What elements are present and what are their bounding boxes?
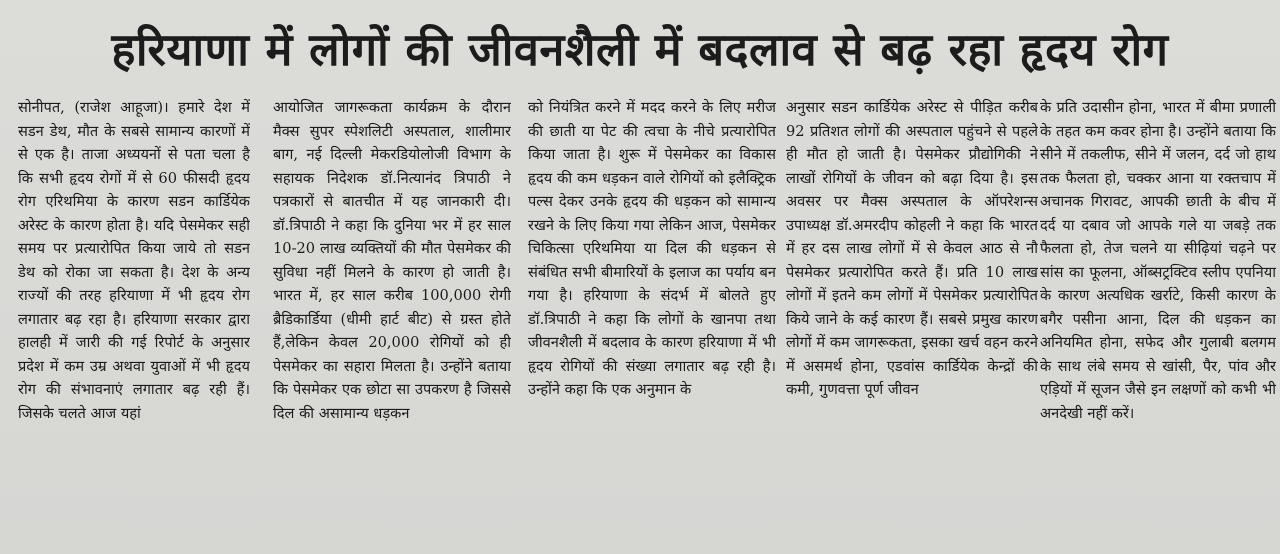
article-column-2: [273, 96, 511, 548]
article-column-1: [18, 96, 250, 548]
column-1-text: सोनीपत, (राजेश आहूजा)। हमारे देश में सडन डेथ, मौत के सबसे सामान्य कारणों में से एक है। ताजा अध्ययनों से पता चला है कि सभी हृदय रोगों में से 60 फीसदी हृदय रोग एरिथमिया के कारण सडन कार्डियेक अरेस्ट के कारण होता है। यदि पेसमेकर सही समय पर प्रत्यारोपित किया जाये तो सडन डेथ को रोका जा सकता है। देश के अन्य राज्यों की तरह हरियाणा में भी हृदय रोग लगातार बढ़ रहा है। हरियाणा सरकार द्वारा हालही में जारी की गई रिपोर्ट के अनुसार प्रदेश में कम उम्र अथवा युवाओं में भी हृदय रोग की संभावनाएं लगातार बढ़ रही हैं। जिसके चलते आज यहां: [18, 99, 250, 422]
article-column-5: [1040, 96, 1276, 548]
article-body: [18, 96, 1274, 548]
article-headline: हरियाणा में लोगों की जीवनशैली में बदलाव से बढ़ रहा हृदय रोग: [111, 23, 1169, 76]
column-5-text: के प्रति उदासीन होना, भारत में बीमा प्रणाली के तहत कम कवर होना है। उन्होंने बताया कि सीने में तकलीफ, सीने में जलन, दर्द जो हाथ तक फैलता हो, चक्कर आना या रक्तचाप में अचानक गिरावट, आपकी छाती के बीच में दर्द या दबाव जो आपके गले या जबड़े तक फैलता हो, तेज चलने या सीढ़ियां चढ़ने पर सांस का फूलना, ऑब्सट्रक्टिव स्लीप एपनिया के कारण अत्यधिक खर्राटे, किसी कारण के बगैर पसीना आना, दिल की धड़कन का अनियमित होना, सफेद और गुलाबी बलगम के साथ लंबे समय से खांसी, पैर, पांव और एड़ियों में सूजन जैसे इन लक्षणों को कभी भी अनदेखी नहीं करें।: [1040, 99, 1276, 422]
column-3-text: को नियंत्रित करने में मदद करने के लिए मरीज की छाती या पेट की त्वचा के नीचे प्रत्यारोपित किया जाता है। शुरू में पेसमेकर का विकास हृदय की कम धड़कन वाले रोगियों को इलैक्ट्रिक पल्स देकर उनके हृदय की धड़कन को सामान्य रखने के लिए किया गया लेकिन आज, पेसमेकर चिकित्सा एरिथमिया या दिल की धड़कन से संबंधित सभी बीमारियों के इलाज का पर्याय बन गया है। हरियाणा के संदर्भ में बोलते हुए डॉ.त्रिपाठी ने कहा कि लोगों के खानपा तथा जीवनशैली में बदलाव के कारण हरियाणा में भी हृदय रोगियों की संख्या लगातार बढ़ रही है। उन्होंने कहा कि एक अनुमान के: [528, 99, 776, 398]
article-column-4: [786, 96, 1038, 548]
column-2-text: आयोजित जागरूकता कार्यक्रम के दौरान मैक्स सुपर स्पेशलिटी अस्पताल, शालीमार बाग, नई दिल्ली मेकरडियोलोजी विभाग के सहायक निदेशक डॉ.नित्यानंद त्रिपाठी ने पत्रकारों से बातचीत में यह जानकारी दी। डॉ.त्रिपाठी ने कहा कि दुनिया भर में हर साल 10-20 लाख व्यक्तियों की मौत पेसमेकर की सुविधा नहीं मिलने के कारण हो जाती है। भारत में, हर साल करीब 100,000 रोगी ब्रैडिकार्डिया (धीमी हार्ट बीट) से ग्रस्त होते हैं,लेकिन केवल 20,000 रोगियों को ही पेसमेकर का सहारा मिलता है। उन्होंने बताया कि पेसमेकर एक छोटा सा उपकरण है जिससे दिल की असामान्य धड़कन: [273, 99, 511, 422]
article-column-3: [528, 96, 776, 548]
column-4-text: अनुसार सडन कार्डियेक अरेस्ट से पीड़ित करीब 92 प्रतिशत लोगों की अस्पताल पहुंचने से पहले ही मौत हो जाती है। पेसमेकर प्रौद्योगिकी ने लाखों रोगियों के जीवन को बढ़ा दिया है। इस अवसर पर मैक्स अस्पताल के ऑपरेशन्स उपाध्यक्ष डॉ.अमरदीप कोहली ने कहा कि भारत में हर दस लाख लोगों में से केवल आठ से नौ पेसमेकर प्रत्यारोपित करते हैं। प्रति 10 लाख लोगों में इतने कम लोगों में पेसमेकर प्रत्यारोपित किये जाने के कई कारण हैं। सबसे प्रमुख कारण लोगों में कम जागरूकता, इसका खर्च वहन करने में असमर्थ होना, एडवांस कार्डियेक केन्द्रों की कमी, गुणवत्ता पूर्ण जीवन: [786, 99, 1038, 398]
